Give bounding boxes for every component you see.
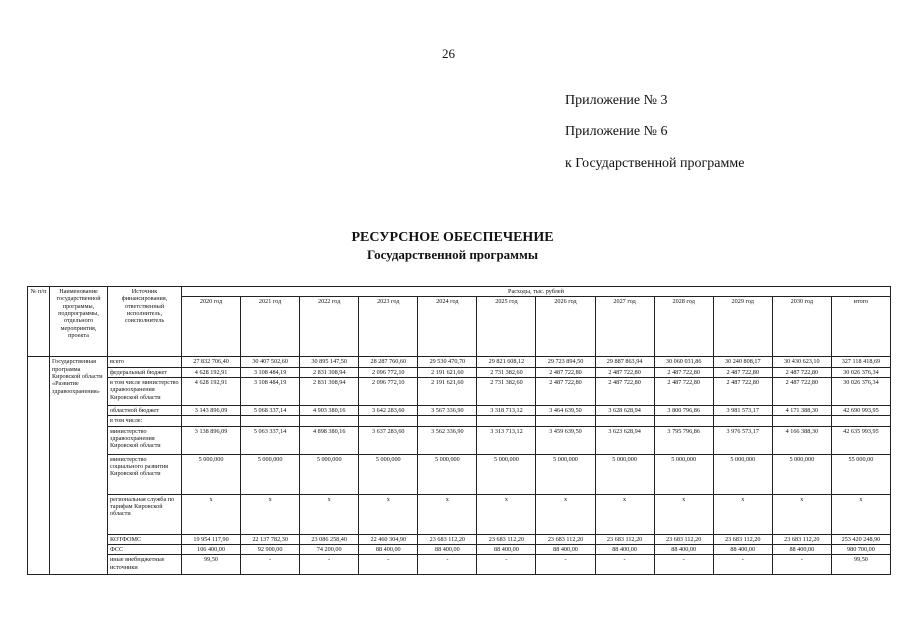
value-cell: 5 000,000 [300, 454, 359, 494]
value-cell: x [418, 494, 477, 534]
header-year: 2027 год [595, 297, 654, 357]
value-cell: 2 487 722,80 [772, 377, 831, 405]
value-cell: 5 000,000 [182, 454, 241, 494]
value-cell: 2 831 308,94 [300, 377, 359, 405]
header-year: 2028 год [654, 297, 713, 357]
value-cell: 27 832 706,40 [182, 357, 241, 367]
value-cell: x [713, 494, 772, 534]
value-cell: 88 400,00 [477, 544, 536, 554]
table-row [28, 357, 891, 367]
value-cell: - [477, 555, 536, 575]
value-cell: 88 400,00 [359, 544, 418, 554]
value-cell: x [772, 494, 831, 534]
value-cell: x [536, 494, 595, 534]
value-cell: 5 000,000 [418, 454, 477, 494]
value-cell: 23 683 112,20 [418, 534, 477, 544]
value-cell: 3 637 283,60 [359, 426, 418, 454]
header-year: 2024 год [418, 297, 477, 357]
document-title: РЕСУРСНОЕ ОБЕСПЕЧЕНИЕ [351, 230, 554, 245]
value-cell: 30 026 376,34 [831, 377, 890, 405]
value-cell: 4 171 388,30 [772, 405, 831, 415]
value-cell [359, 416, 418, 426]
value-cell: 5 000,000 [713, 454, 772, 494]
value-cell: 42 635 993,95 [831, 426, 890, 454]
source-cell: в том числе министерство здравоохранения Кировской области [108, 377, 182, 405]
value-cell: 5 000,000 [595, 454, 654, 494]
table-header-row [28, 287, 891, 297]
header-number: № п/п [28, 287, 50, 357]
value-cell: 29 530 470,70 [418, 357, 477, 367]
value-cell: x [654, 494, 713, 534]
value-cell: 4 898 380,16 [300, 426, 359, 454]
value-cell [477, 416, 536, 426]
table-row [28, 534, 891, 544]
source-cell: всего [108, 357, 182, 367]
program-name-cell: Государственная программа Кировской области «Развитие здравоохранения» [50, 357, 108, 575]
value-cell: 3 143 896,09 [182, 405, 241, 415]
document-subtitle: Государственной программы [366, 247, 539, 262]
value-cell: 30 060 031,86 [654, 357, 713, 367]
value-cell: 55 000,00 [831, 454, 890, 494]
value-cell: 28 287 760,60 [359, 357, 418, 367]
value-cell: 30 407 502,60 [241, 357, 300, 367]
page-number: 26 [442, 46, 455, 61]
value-cell: 2 487 722,80 [772, 367, 831, 377]
value-cell: 29 821 608,12 [477, 357, 536, 367]
resource-table [27, 286, 891, 575]
value-cell: 3 976 573,17 [713, 426, 772, 454]
table-row [28, 555, 891, 575]
header-year: 2030 год [772, 297, 831, 357]
value-cell: 2 191 621,60 [418, 377, 477, 405]
value-cell: 3 642 283,60 [359, 405, 418, 415]
value-cell: 2 096 772,10 [359, 377, 418, 405]
table-row [28, 454, 891, 494]
table-row [28, 416, 891, 426]
value-cell: 23 683 112,20 [654, 534, 713, 544]
value-cell: x [595, 494, 654, 534]
source-cell: федеральный бюджет [108, 367, 182, 377]
source-cell: иные внебюджетные источники [108, 555, 182, 575]
header-name: Наименование государственной программы, подпрограммы, отдельного мероприятия, проекта [50, 287, 108, 357]
value-cell: 4 628 192,91 [182, 377, 241, 405]
value-cell: 22 460 304,90 [359, 534, 418, 544]
value-cell: 5 063 337,14 [241, 426, 300, 454]
source-cell: КОТФОМС [108, 534, 182, 544]
value-cell: 3 628 628,94 [595, 405, 654, 415]
value-cell: 4 628 192,91 [182, 367, 241, 377]
row-number-cell [28, 357, 50, 575]
value-cell: x [359, 494, 418, 534]
value-cell: 4 166 388,30 [772, 426, 831, 454]
value-cell: 3 795 796,86 [654, 426, 713, 454]
value-cell: 106 400,00 [182, 544, 241, 554]
value-cell [713, 416, 772, 426]
appendix-line-2: Приложение № 6 [565, 124, 668, 139]
value-cell [654, 416, 713, 426]
value-cell: x [831, 494, 890, 534]
table-row [28, 494, 891, 534]
value-cell: 2 487 722,80 [536, 377, 595, 405]
value-cell: 88 400,00 [772, 544, 831, 554]
value-cell: 2 731 382,60 [477, 367, 536, 377]
value-cell: 30 430 623,10 [772, 357, 831, 367]
value-cell [300, 416, 359, 426]
value-cell: 22 137 782,30 [241, 534, 300, 544]
value-cell: 3 108 484,19 [241, 377, 300, 405]
value-cell: 2 731 382,60 [477, 377, 536, 405]
value-cell: 29 887 863,94 [595, 357, 654, 367]
value-cell: 5 000,000 [359, 454, 418, 494]
value-cell: 2 487 722,80 [713, 377, 772, 405]
value-cell: 5 068 337,14 [241, 405, 300, 415]
value-cell: x [300, 494, 359, 534]
value-cell: 2 096 772,10 [359, 367, 418, 377]
value-cell: 88 400,00 [654, 544, 713, 554]
value-cell: 5 000,000 [536, 454, 595, 494]
table-row [28, 405, 891, 415]
value-cell: 2 487 722,80 [536, 367, 595, 377]
value-cell: 5 000,000 [654, 454, 713, 494]
value-cell: 3 459 639,50 [536, 426, 595, 454]
value-cell: - [300, 555, 359, 575]
value-cell: 29 723 894,50 [536, 357, 595, 367]
value-cell: 2 487 722,80 [654, 367, 713, 377]
value-cell: 92 900,00 [241, 544, 300, 554]
value-cell: 23 086 258,40 [300, 534, 359, 544]
value-cell: 19 954 117,90 [182, 534, 241, 544]
value-cell [536, 416, 595, 426]
value-cell: - [418, 555, 477, 575]
value-cell: 74 200,00 [300, 544, 359, 554]
value-cell: 4 903 380,16 [300, 405, 359, 415]
value-cell: 23 683 112,20 [595, 534, 654, 544]
value-cell: 23 683 112,20 [477, 534, 536, 544]
value-cell: 88 400,00 [595, 544, 654, 554]
value-cell: 3 464 639,50 [536, 405, 595, 415]
value-cell: 99,50 [831, 555, 890, 575]
value-cell: 3 567 336,90 [418, 405, 477, 415]
value-cell: 30 240 808,17 [713, 357, 772, 367]
value-cell: - [359, 555, 418, 575]
value-cell: 30 895 147,50 [300, 357, 359, 367]
value-cell: 3 800 796,86 [654, 405, 713, 415]
value-cell: 3 313 713,12 [477, 426, 536, 454]
table-row [28, 544, 891, 554]
value-cell: 5 000,000 [241, 454, 300, 494]
header-expenses: Расходы, тыс. рублей [182, 287, 891, 297]
value-cell: 2 831 308,94 [300, 367, 359, 377]
value-cell: 30 026 376,34 [831, 367, 890, 377]
value-cell: 2 487 722,80 [595, 367, 654, 377]
value-cell: x [477, 494, 536, 534]
value-cell: 3 318 713,12 [477, 405, 536, 415]
value-cell: 5 000,000 [772, 454, 831, 494]
value-cell: 2 487 722,80 [595, 377, 654, 405]
header-source: Источник финансирования, ответственный исполнитель, соисполнитель [108, 287, 182, 357]
value-cell [772, 416, 831, 426]
value-cell [182, 416, 241, 426]
source-cell: областной бюджет [108, 405, 182, 415]
value-cell [595, 416, 654, 426]
value-cell: 99,50 [182, 555, 241, 575]
value-cell: 253 420 248,90 [831, 534, 890, 544]
table-row [28, 377, 891, 405]
source-cell: министерство здравоохранения Кировской области [108, 426, 182, 454]
appendix-line-1: Приложение № 3 [565, 93, 668, 108]
value-cell: 3 562 336,90 [418, 426, 477, 454]
value-cell: x [182, 494, 241, 534]
header-year: 2026 год [536, 297, 595, 357]
value-cell: 88 400,00 [713, 544, 772, 554]
header-year: 2025 год [477, 297, 536, 357]
source-cell: ФСС [108, 544, 182, 554]
value-cell: 88 400,00 [536, 544, 595, 554]
value-cell: 2 487 722,80 [713, 367, 772, 377]
value-cell: 23 683 112,20 [772, 534, 831, 544]
value-cell: 5 000,000 [477, 454, 536, 494]
value-cell [418, 416, 477, 426]
header-year: 2029 год [713, 297, 772, 357]
value-cell: 23 683 112,20 [713, 534, 772, 544]
header-year: 2022 год [300, 297, 359, 357]
value-cell: - [654, 555, 713, 575]
appendix-line-3: к Государственной программе [565, 156, 745, 171]
value-cell: - [772, 555, 831, 575]
source-cell: в том числе: [108, 416, 182, 426]
value-cell: 3 981 573,17 [713, 405, 772, 415]
value-cell: 980 700,00 [831, 544, 890, 554]
value-cell: 42 690 993,95 [831, 405, 890, 415]
header-year: 2021 год [241, 297, 300, 357]
value-cell: 88 400,00 [418, 544, 477, 554]
value-cell: 23 683 112,20 [536, 534, 595, 544]
value-cell: x [241, 494, 300, 534]
value-cell: 3 108 484,19 [241, 367, 300, 377]
header-year: итого [831, 297, 890, 357]
value-cell: 2 191 621,60 [418, 367, 477, 377]
table-row [28, 367, 891, 377]
value-cell: 3 138 896,09 [182, 426, 241, 454]
source-cell: министерство социального развития Кировской области [108, 454, 182, 494]
source-cell: региональная служба по тарифам Кировской области [108, 494, 182, 534]
table-row [28, 426, 891, 454]
value-cell: - [595, 555, 654, 575]
value-cell: - [241, 555, 300, 575]
value-cell [241, 416, 300, 426]
header-year: 2023 год [359, 297, 418, 357]
header-year: 2020 год [182, 297, 241, 357]
value-cell: - [713, 555, 772, 575]
value-cell: 2 487 722,80 [654, 377, 713, 405]
value-cell: - [536, 555, 595, 575]
value-cell: 3 623 628,94 [595, 426, 654, 454]
value-cell [831, 416, 890, 426]
value-cell: 327 118 418,69 [831, 357, 890, 367]
